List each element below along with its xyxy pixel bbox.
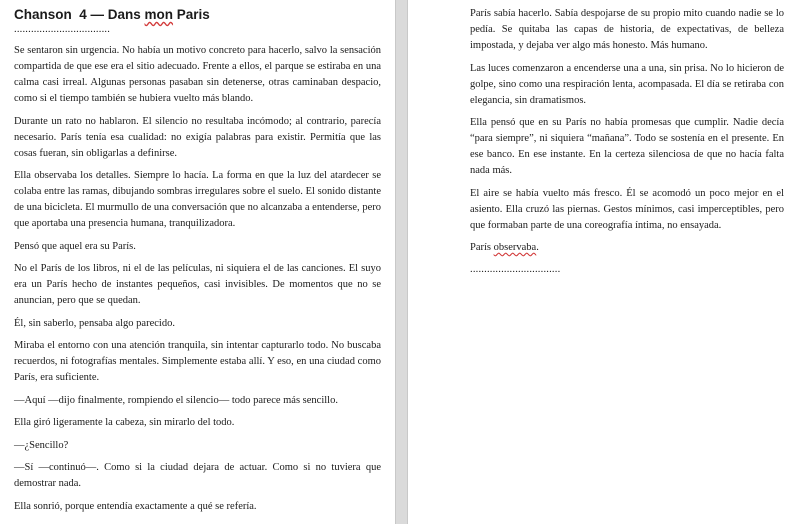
chapter-title [14,6,381,23]
paragraph[interactable]: París sabía hacerlo. Sabía despojarse de su propio mito cuando nadie se lo pedía. Se quitaba las capas de historia, de expectativas, de belleza impostada, y dejaba ver algo más honesto. Más humano. [470,8,784,51]
paragraph[interactable]: Las luces comenzaron a encenderse una a una, sin prisa. No lo hicieron de golpe, sino como una respiración lenta, acompasada. El día se retiraba con elegancia, sin dramatismos. [470,62,784,106]
title-separator: .................................. [14,24,111,35]
paragraph[interactable]: Ella giró ligeramente la cabeza, sin mirarlo del todo. [14,417,235,428]
spelling-error-word[interactable]: mon [144,7,174,22]
title-suffix: Paris [173,7,210,22]
document-page-left[interactable] [0,0,395,524]
paragraph[interactable]: No el París de los libros, ni el de las películas, ni siquiera el de las canciones. El suyo era un París hecho de instantes pequeños, casi invisibles. De momentos que no se anuncian, pero que se quedan. [14,263,381,306]
paragraph[interactable]: Ella observaba los detalles. Siempre lo hacía. La forma en que la luz del atardecer se colaba entre las ramas, dibujando sombras irregulares sobre el suelo. El sonido distante de una bicicleta. El murmullo de una conversación que no alcanzaba a entenderse, pero que aportaba una presencia humana, tranquilizadora. [14,170,381,229]
spelling-error-word[interactable]: observaba [493,242,537,253]
paragraph[interactable]: El aire se había vuelto más fresco. Él se acomodó un poco mejor en el asiento. Ella cruzó las piernas. Gestos mínimos, casi imperceptibles, pero que formaban parte de una coreografía íntima, no ensayada. [470,187,784,231]
closing-suffix: . [536,242,539,253]
title-prefix: Chanson 4 — Dans [14,7,145,22]
paragraph[interactable]: Pensó que aquel era su París. [14,240,136,252]
paragraph[interactable]: Se sentaron sin urgencia. No había un motivo concreto para hacerlo, salvo la sensación compartida de que ese era el sitio adecuado. Frente a ellos, el parque se estiraba en una calma casi irreal. Algunas personas pasaban sin detenerse, otras caminaban despacio, como si el tiempo también se hubiera vuelto más blando. [14,45,381,104]
closing-line[interactable] [470,240,784,256]
end-separator: ................................ [470,263,561,275]
document-page-right[interactable] [408,0,800,524]
paragraph[interactable]: —Aquí —dijo finalmente, rompiendo el silencio— todo parece más sencillo. [14,394,338,406]
paragraph[interactable]: Él, sin saberlo, pensaba algo parecido. [14,317,175,329]
paragraph[interactable]: Ella sonrió, porque entendía exactamente a qué se refería. [14,500,257,512]
paragraph[interactable]: —Sí —continuó—. Como si la ciudad dejara de actuar. Como si no tuviera que demostrar nada. [14,462,381,489]
paragraph[interactable]: —¿Sencillo? [14,439,69,451]
page-gutter [395,0,408,524]
closing-prefix: París [470,242,494,253]
paragraph[interactable]: Ella pensó que en su París no había promesas que cumplir. Nadie decía “para siempre”, ni siquiera “mañana”. Todo se sostenía en el presente. En ese banco. En ese instante. En la certeza silenciosa de que no hacía falta nada más. [470,117,784,176]
paragraph[interactable]: Miraba el entorno con una atención tranquila, sin intentar capturarlo todo. No buscaba recuerdos, ni fotografías mentales. Simplemente estaba allí. Y eso, en una ciudad como París, era suficiente. [14,340,381,383]
paragraph[interactable]: Durante un rato no hablaron. El silencio no resultaba incómodo; al contrario, parecía necesario. París tenía esa cualidad: no exigía palabras para existir. Permitía que las cosas fueran, sin obligarlas a definirse. [14,115,381,159]
